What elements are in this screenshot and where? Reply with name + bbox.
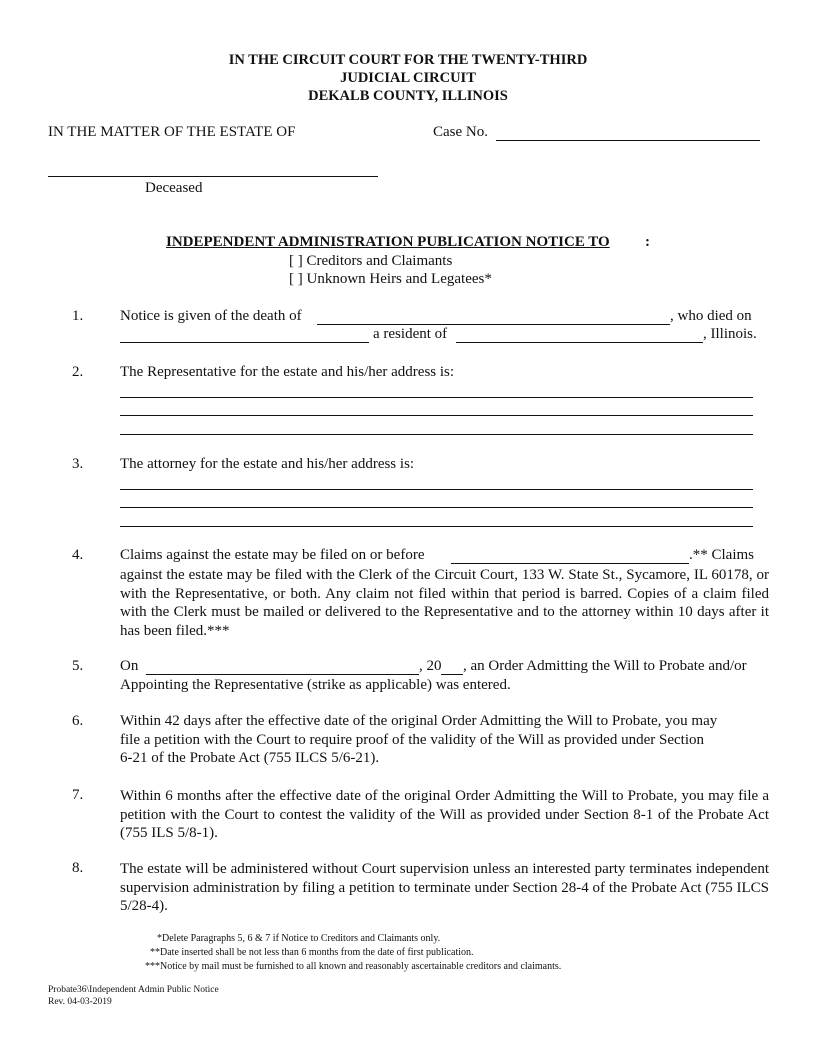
item-8-text: The estate will be administered without Court supervision unless an interested party terminates independent supervision administration by filing a petition to terminate under Section 28-4 of the Probate Act (755 ILCS 5/28-4). bbox=[120, 861, 769, 914]
notice-title: INDEPENDENT ADMINISTRATION PUBLICATION NOTICE TO bbox=[166, 234, 610, 250]
item-5-text-b: , 20 bbox=[419, 658, 442, 674]
attorney-line-1[interactable] bbox=[120, 475, 753, 490]
case-no-label: Case No. bbox=[433, 124, 488, 140]
residence-field[interactable] bbox=[456, 326, 703, 343]
item-6-line-1: Within 42 days after the effective date of the original Order Admitting the Will to Probate, you may bbox=[120, 713, 718, 729]
item-5-text-c: , an Order Admitting the Will to Probate and/or bbox=[463, 658, 747, 674]
form-revision: Rev. 04-03-2019 bbox=[48, 997, 112, 1007]
order-date-field[interactable] bbox=[146, 658, 419, 675]
item-4-number: 4. bbox=[72, 547, 84, 563]
option-creditors-checkbox[interactable]: [ ] Creditors and Claimants bbox=[289, 253, 453, 269]
item-6-number: 6. bbox=[72, 713, 84, 729]
item-1-text-c: a resident of bbox=[373, 326, 448, 342]
item-7-text: Within 6 months after the effective date of the original Order Admitting the Will to Probate, you may file a petition with the Court to contest the validity of the Will as provided under Section 8-1 of the Probate Act (755 ILS 5/8-1). bbox=[120, 788, 769, 841]
footnote-1: *Delete Paragraphs 5, 6 & 7 if Notice to Creditors and Claimants only. bbox=[157, 933, 441, 944]
representative-line-1[interactable] bbox=[120, 383, 753, 398]
death-of-field[interactable] bbox=[317, 308, 670, 325]
item-1-text-a: Notice is given of the death of bbox=[120, 308, 302, 324]
attorney-line-2[interactable] bbox=[120, 493, 753, 508]
item-1-number: 1. bbox=[72, 308, 84, 324]
court-header-line2: JUDICIAL CIRCUIT bbox=[340, 70, 476, 86]
item-3-text: The attorney for the estate and his/her address is: bbox=[120, 456, 415, 472]
item-3-number: 3. bbox=[72, 456, 84, 472]
date-of-death-field[interactable] bbox=[120, 326, 369, 343]
form-id: Probate36\Independent Admin Public Notice bbox=[48, 985, 219, 995]
item-4-text-rest: against the estate may be filed with the Clerk of the Circuit Court, 133 W. State St., Sycamore, IL 60178, or with the Representative, or both. Any claim not filed within that period is barred. Copies of a claim filed with the Clerk must be mailed or delivered to the Representative and to the attorney within 10 days after it has been filed.*** bbox=[120, 567, 769, 639]
estate-of-label: IN THE MATTER OF THE ESTATE OF bbox=[48, 124, 296, 140]
item-7-number: 7. bbox=[72, 787, 84, 803]
court-header-line1: IN THE CIRCUIT COURT FOR THE TWENTY-THIRD bbox=[228, 52, 588, 68]
item-4-text-a: Claims against the estate may be filed on or before bbox=[120, 547, 425, 563]
notice-title-colon: : bbox=[645, 234, 650, 250]
item-6-line-3: 6-21 of the Probate Act (755 ILCS 5/6-21). bbox=[120, 750, 380, 766]
item-5-text-a: On bbox=[120, 658, 139, 674]
representative-line-2[interactable] bbox=[120, 401, 753, 416]
item-6-line-2: file a petition with the Court to require proof of the validity of the Will as provided under Section bbox=[120, 732, 704, 748]
item-1-text-b: , who died on bbox=[670, 308, 752, 324]
decedent-name-field[interactable] bbox=[48, 162, 378, 177]
court-header-line3: DEKALB COUNTY, ILLINOIS bbox=[308, 88, 508, 104]
claims-date-field[interactable] bbox=[451, 547, 689, 564]
item-1-text-d: , Illinois. bbox=[703, 326, 757, 342]
deceased-label: Deceased bbox=[145, 180, 203, 196]
item-8-number: 8. bbox=[72, 860, 84, 876]
item-4-text-b: .** Claims bbox=[689, 547, 755, 563]
footnote-2: **Date inserted shall be not less than 6 months from the date of first publication. bbox=[150, 947, 474, 958]
item-2-number: 2. bbox=[72, 364, 84, 380]
item-2-text: The Representative for the estate and his/her address is: bbox=[120, 364, 455, 380]
case-no-field[interactable] bbox=[496, 124, 760, 141]
representative-line-3[interactable] bbox=[120, 420, 753, 435]
item-5-text-d: Appointing the Representative (strike as applicable) was entered. bbox=[120, 677, 511, 693]
attorney-line-3[interactable] bbox=[120, 512, 753, 527]
footnote-3: ***Notice by mail must be furnished to all known and reasonably ascertainable creditors and claimants. bbox=[145, 961, 562, 972]
item-5-number: 5. bbox=[72, 658, 84, 674]
order-year-field[interactable] bbox=[441, 658, 463, 675]
option-heirs-checkbox[interactable]: [ ] Unknown Heirs and Legatees* bbox=[289, 271, 492, 287]
